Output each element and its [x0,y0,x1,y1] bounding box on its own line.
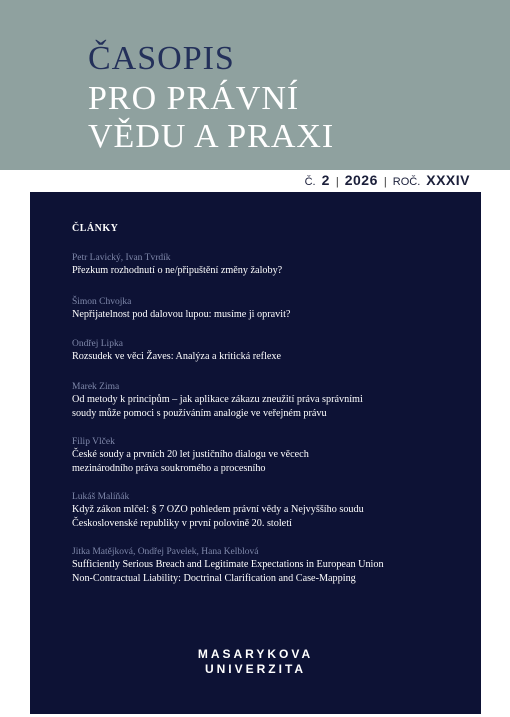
issue-year: 2026 [344,172,378,188]
article-title [72,350,442,364]
article-title-line: soudy může pomoci s používáním analogie ve veřejném právu [72,407,327,419]
issue-info [305,172,470,188]
article-title [72,503,442,530]
article-entry [72,381,442,420]
article-title-line: České soudy a prvních 20 let justičního dialogu ve věcech [72,449,309,460]
article-title-line: mezinárodního práva soukromého a procesního [72,462,266,474]
article-title [72,393,442,420]
article-title [72,448,442,475]
section-label: ČLÁNKY [72,223,119,234]
issue-separator: | [335,176,339,188]
article-entry [72,296,442,322]
article-title-line: Sufficiently Serious Breach and Legitimate Expectations in European Union [72,559,384,570]
article-authors: Ondřej Lipka [72,339,123,349]
article-title [72,558,442,585]
article-title-line: Přezkum rozhodnutí o ne/připuštění změny žaloby? [72,265,283,276]
article-entry [72,252,442,278]
article-authors: Jitka Matějková, Ondřej Pavelek, Hana Kelblová [72,547,259,557]
article-entry [72,546,442,585]
journal-title-line-1: ČASOPIS [88,40,235,77]
article-authors: Šimon Chvojka [72,297,132,307]
article-title [72,308,442,322]
publisher-line-2: UNIVERZITA [204,662,307,676]
article-title-line: Od metody k principům – jak aplikace zákazu zneužití práva správními [72,394,363,405]
article-title-line: Když zákon mlčel: § 7 OZO pohledem právní vědy a Nejvyššího soudu [72,504,364,515]
article-title [72,264,442,278]
article-entry [72,338,442,364]
journal-title-line-2: PRO PRÁVNÍ [88,80,300,117]
article-title-line: Československé republiky v první polovině 20. století [72,517,292,529]
article-authors: Petr Lavický, Ivan Tvrdík [72,253,171,263]
publisher-logo [30,647,481,677]
article-entry [72,491,442,530]
journal-title-line-3: VĚDU A PRAXI [88,118,335,155]
issue-number-prefix: Č. [304,176,316,188]
publisher-line-1: MASARYKOVA [197,647,314,661]
article-authors: Lukáš Malíňák [72,492,130,502]
volume-prefix: ROČ. [392,176,421,188]
issue-number: 2 [321,172,330,188]
contents-panel [30,192,481,714]
volume-number: XXXIV [426,172,470,188]
article-entry [72,436,442,475]
article-title-line: Rozsudek ve věci Žaves: Analýza a kritická reflexe [72,351,282,362]
article-title-line: Non-Contractual Liability: Doctrinal Clarification and Case-Mapping [72,572,356,584]
article-title-line: Nepřijatelnost pod dalovou lupou: musíme ji opravit? [72,309,291,320]
issue-separator: | [383,176,387,188]
cover-header [0,0,510,170]
article-authors: Filip Vlček [72,437,115,447]
issue-bar [0,170,510,192]
article-authors: Marek Zima [72,382,120,392]
